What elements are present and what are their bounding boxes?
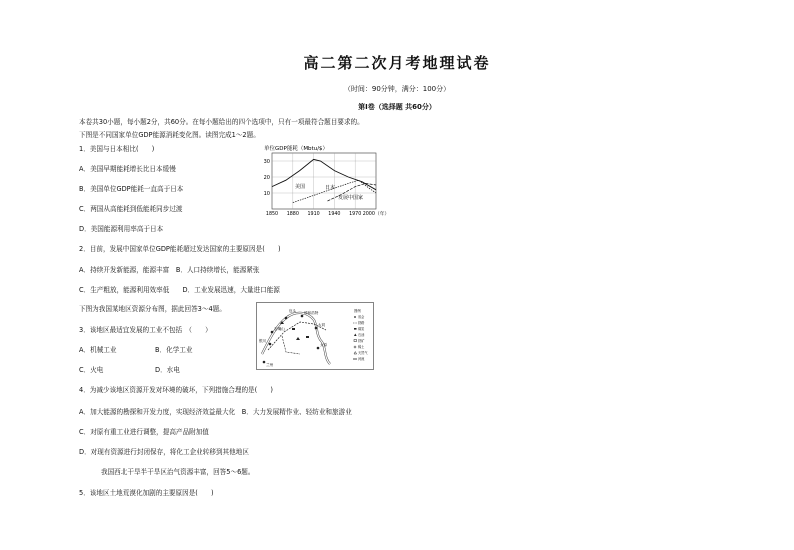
q2-stem: 2．目前，发展中国家单位GDP能耗超过发达国家的主要原因是( ) (79, 245, 281, 253)
q4-option-d: D．对现有资源进行封闭保存，将化工企业转移到其他地区 (79, 448, 249, 456)
x-tick-label: 1850 (265, 212, 279, 217)
series-line-0 (272, 159, 376, 189)
svg-text:铁矿: 铁矿 (358, 339, 365, 343)
svg-text:石油: 石油 (358, 333, 365, 337)
city-baotou (285, 317, 288, 320)
svg-text:大同: 大同 (318, 323, 326, 327)
q3-stem: 3．该地区最适宜发展的工业不包括 （ ） (79, 326, 212, 334)
chart-y-ticks (264, 159, 270, 197)
q1-stem: 1．美国与日本相比( ) (79, 145, 155, 153)
q2-options-cd: C．生产粗放，能源利用效率低 D．工业发展迅速，大量进口能源 (79, 286, 280, 294)
city-taiyuan (317, 347, 320, 350)
instruction-text: 本卷共30小题，每小题2分，共60分。在每小题给出的四个选项中，只有一项最符合题目要求的。 (79, 118, 364, 126)
q4-options-ab: A．加大能源的勘探和开发力度，实现经济效益最大化 B．大力发展精作业、轻纺业和旅游业 (79, 408, 352, 416)
svg-text:河流: 河流 (358, 357, 365, 361)
intro-q5-6: 我国西北干旱半干旱区治气资源丰富，回答5～6题。 (101, 468, 255, 476)
x-tick-label: 1880 (286, 212, 299, 217)
exam-subtitle: （时间：90分钟，满分：100分） (343, 85, 451, 93)
intro-q1-2: 下图是不同国家单位GDP能源消耗变化图。读图完成1～2题。 (79, 131, 260, 139)
svg-text:石嘴山: 石嘴山 (274, 327, 285, 331)
label-japan: 日本 (325, 185, 336, 191)
city-shizuishan (271, 331, 274, 334)
svg-text:图例: 图例 (354, 309, 361, 313)
q1-option-c: C．两国从高能耗到低能耗同步过渡 (79, 205, 183, 213)
svg-text:稀土: 稀土 (358, 345, 365, 349)
x-tick-label: 1940 (328, 212, 341, 217)
city-lanzhou (263, 361, 266, 364)
x-tick-label: 1910 (307, 212, 320, 217)
city-yinchuan (269, 343, 272, 346)
resource-map (256, 302, 374, 370)
q4-option-c: C．对原有重工业进行调整，提高产品附加值 (79, 428, 209, 436)
city-datong (315, 327, 318, 330)
svg-text:天然气: 天然气 (358, 351, 368, 355)
x-tick-label: 1970 (349, 212, 362, 217)
q3-option-c: C．火电 (79, 366, 104, 374)
svg-text:呼和浩特: 呼和浩特 (304, 311, 319, 315)
q1-option-b: B．美国单位GDP能耗一直高于日本 (79, 185, 184, 193)
chart-ylabel: 单位GDP能耗（Mbtu/$） (264, 146, 329, 152)
chart-x-ticks (266, 210, 389, 217)
svg-text:太原: 太原 (320, 343, 328, 347)
label-usa: 美国 (295, 184, 306, 190)
svg-text:包头: 包头 (289, 309, 297, 313)
q5-stem: 5．该地区土地荒漠化加剧的主要原因是( ) (79, 489, 214, 497)
svg-text:省会: 省会 (358, 315, 365, 319)
city-hohhot (301, 315, 304, 318)
svg-text:铁路: 铁路 (358, 321, 365, 325)
y-tick-label: 10 (263, 190, 270, 197)
label-developing: 发展中国家 (338, 195, 364, 201)
svg-text:煤炭: 煤炭 (358, 327, 365, 331)
q1-option-d: D．美国能源利用率高于日本 (79, 225, 164, 233)
q2-options-ab: A．持续开发新能源，能源丰富 B．人口持续增长，能源紧张 (79, 266, 260, 274)
energy-chart (262, 143, 394, 217)
y-tick-label: 20 (263, 174, 270, 181)
q4-stem: 4．为减少该地区资源开发对环境的破坏，下列措施合理的是( ) (79, 386, 273, 394)
q3-option-a: A．机械工业 (79, 346, 117, 354)
y-tick-label: 30 (263, 158, 270, 165)
svg-text:银川: 银川 (259, 339, 267, 343)
intro-q3-4: 下图为我国某地区资源分布图，据此回答3～4题。 (79, 305, 226, 313)
svg-text:兰州: 兰州 (266, 363, 274, 367)
exam-title: 高二第二次月考地理试卷 (303, 54, 491, 72)
q3-option-d: D．水电 (155, 366, 180, 374)
q1-option-a: A．美国早期能耗增长比日本缓慢 (79, 165, 176, 173)
x-tick-label: 2000（年） (362, 212, 390, 217)
section-heading: 第Ⅰ卷（选择题 共60分） (358, 103, 436, 111)
q3-option-b: B．化学工业 (155, 346, 193, 354)
